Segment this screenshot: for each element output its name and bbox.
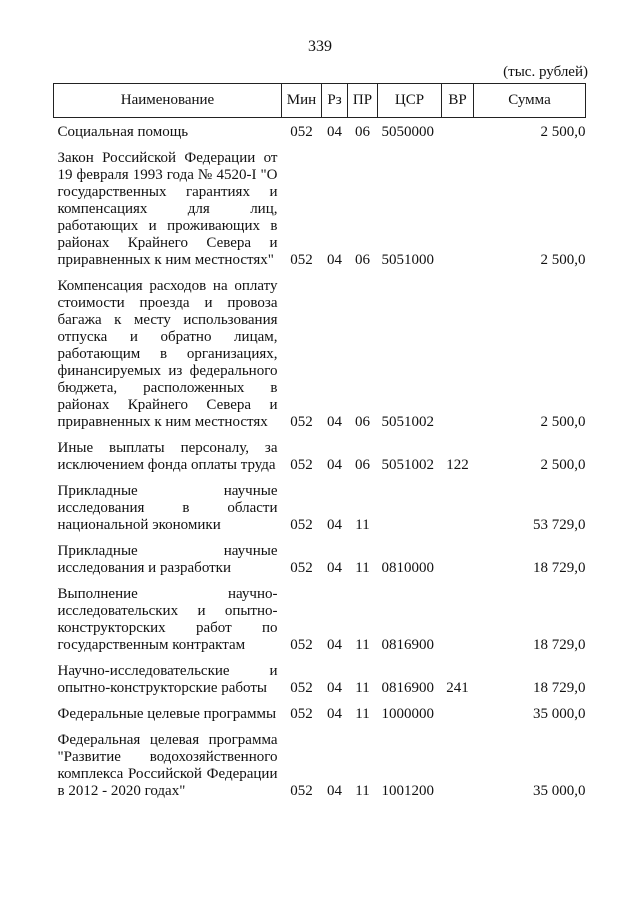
row-vr <box>442 726 474 803</box>
row-sum: 35 000,0 <box>533 706 586 722</box>
row-pr: 06 <box>355 252 370 268</box>
row-min: 052 <box>290 252 313 268</box>
row-sum: 2 500,0 <box>540 252 586 268</box>
row-csr: 0810000 <box>381 560 434 576</box>
row-min: 052 <box>290 124 313 140</box>
table-row <box>54 144 586 272</box>
row-sum: 35 000,0 <box>533 783 586 799</box>
row-sum: 18 729,0 <box>533 680 586 696</box>
table-row <box>54 272 586 434</box>
header-rz: Рз <box>322 84 348 118</box>
row-vr <box>442 272 474 434</box>
units-label: (тыс. рублей) <box>503 64 588 80</box>
row-rz: 04 <box>327 252 342 268</box>
table-row <box>54 657 586 700</box>
header-pr: ПР <box>348 84 378 118</box>
row-min: 052 <box>290 517 313 533</box>
row-rz: 04 <box>327 457 342 473</box>
row-name: Иные выплаты персоналу, за исключением фонда оплаты труда <box>57 440 278 473</box>
row-sum: 2 500,0 <box>540 414 586 430</box>
row-rz: 04 <box>327 124 342 140</box>
row-pr: 06 <box>355 457 370 473</box>
row-pr: 06 <box>355 124 370 140</box>
header-min: Мин <box>282 84 322 118</box>
row-pr: 11 <box>355 637 370 653</box>
row-pr: 11 <box>355 680 370 696</box>
row-vr <box>442 144 474 272</box>
row-vr: 241 <box>446 680 469 696</box>
page-number: 339 <box>308 38 332 55</box>
row-csr <box>378 477 442 537</box>
row-min: 052 <box>290 637 313 653</box>
row-vr <box>442 537 474 580</box>
row-name: Прикладные научные исследования в области национальной экономики <box>57 483 278 533</box>
row-pr: 06 <box>355 414 370 430</box>
row-vr: 122 <box>446 457 469 473</box>
row-rz: 04 <box>327 706 342 722</box>
row-min: 052 <box>290 680 313 696</box>
row-vr <box>442 477 474 537</box>
table-row <box>54 477 586 537</box>
row-vr <box>442 700 474 726</box>
row-pr: 11 <box>355 517 370 533</box>
table-row <box>54 537 586 580</box>
row-sum: 2 500,0 <box>540 457 586 473</box>
table-row <box>54 118 586 145</box>
row-name: Федеральная целевая программа "Развитие водохозяйственного комплекса Российской Федерации в 2012 - 2020 годах" <box>57 732 278 799</box>
row-pr: 11 <box>355 783 370 799</box>
row-name: Социальная помощь <box>57 124 189 140</box>
row-rz: 04 <box>327 560 342 576</box>
row-rz: 04 <box>327 414 342 430</box>
row-pr: 11 <box>355 560 370 576</box>
header-name: Наименование <box>54 84 282 118</box>
budget-table <box>53 83 586 803</box>
row-csr: 1001200 <box>381 783 434 799</box>
table-row <box>54 700 586 726</box>
table-row <box>54 726 586 803</box>
row-pr: 11 <box>355 706 370 722</box>
row-rz: 04 <box>327 783 342 799</box>
row-name: Выполнение научно-исследовательских и опытно-конструкторских работ по государственным контрактам <box>57 586 278 653</box>
row-rz: 04 <box>327 517 342 533</box>
row-csr: 5050000 <box>381 124 434 140</box>
row-name: Закон Российской Федерации от 19 февраля 1993 года № 4520-I "О государственных гарантиях и компенсациях для лиц, работающих и проживающих в районах Крайнего Севера и приравненных к ним местностях" <box>57 150 278 268</box>
row-csr: 5051002 <box>381 414 434 430</box>
row-min: 052 <box>290 706 313 722</box>
row-name: Компенсация расходов на оплату стоимости проезда и провоза багажа к месту использования отпуска и обратно лицам, работающим в организациях, финансируемых из федерального бюджета, расположенных в районах Крайнего Севера и приравненных к ним местностях <box>57 278 278 430</box>
row-min: 052 <box>290 457 313 473</box>
row-name: Научно-исследовательские и опытно-конструкторские работы <box>57 663 278 696</box>
row-csr: 0816900 <box>381 680 434 696</box>
row-min: 052 <box>290 560 313 576</box>
row-sum: 53 729,0 <box>533 517 586 533</box>
header-sum: Сумма <box>474 84 586 118</box>
row-csr: 5051000 <box>381 252 434 268</box>
row-csr: 5051002 <box>381 457 434 473</box>
row-vr <box>442 118 474 145</box>
row-sum: 2 500,0 <box>540 124 586 140</box>
row-min: 052 <box>290 414 313 430</box>
header-vr: ВР <box>442 84 474 118</box>
table-header-row <box>54 84 586 118</box>
table-row <box>54 434 586 477</box>
row-csr: 0816900 <box>381 637 434 653</box>
table-row <box>54 580 586 657</box>
row-name: Прикладные научные исследования и разработки <box>57 543 278 576</box>
row-vr <box>442 580 474 657</box>
row-rz: 04 <box>327 680 342 696</box>
row-sum: 18 729,0 <box>533 637 586 653</box>
row-rz: 04 <box>327 637 342 653</box>
row-sum: 18 729,0 <box>533 560 586 576</box>
row-min: 052 <box>290 783 313 799</box>
row-name: Федеральные целевые программы <box>57 706 277 722</box>
row-csr: 1000000 <box>381 706 434 722</box>
header-csr: ЦСР <box>378 84 442 118</box>
